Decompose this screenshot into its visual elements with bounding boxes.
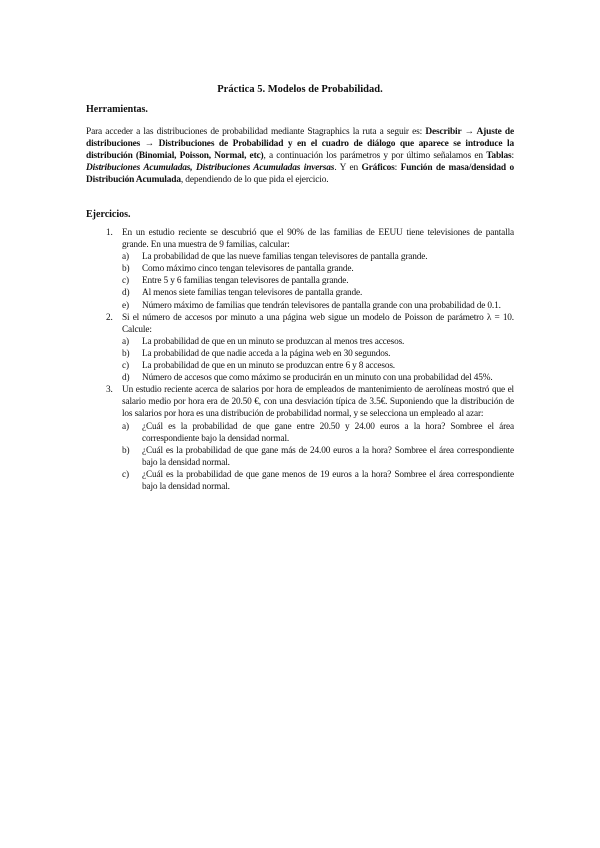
intro-text-2: , a continuación los parámetros y por último señalamos en [263, 151, 487, 162]
item-letter: a) [122, 336, 129, 347]
intro-accumulated-bold: Distribuciones Acumuladas, Distribuciones Acumuladas inversas [86, 163, 335, 174]
exercise-item [122, 275, 514, 287]
exercise-item [122, 263, 514, 275]
item-letter: c) [122, 276, 129, 287]
item-letter: d) [122, 288, 130, 299]
exercise-3 [86, 384, 514, 493]
exercise-number: 2. [106, 312, 113, 323]
exercises-heading: Ejercicios. [86, 209, 131, 220]
exercise-item [122, 421, 514, 445]
item-text: Número de accesos que como máximo se producirán en un minuto con una probabilidad del 45%. [142, 373, 493, 384]
exercise-item [122, 469, 514, 493]
item-text: La probabilidad de que nadie acceda a la página web en 30 segundos. [142, 348, 391, 359]
item-letter: b) [122, 348, 130, 359]
item-text: ¿Cuál es la probabilidad de que gane menos de 19 euros a la hora? Sombree el área correspondiente bajo la densidad normal. [142, 469, 514, 492]
exercise-statement: Un estudio reciente acerca de salarios por hora de empleados de mantenimiento de aerolíneas mostró que el salario medio por hora era de 20.50 €, con una desviación típica de 3.5€. Suponiendo que la distribución de los salarios por hora es una distribución de probabilidad normal, y se selecciona un empleado al azar: [122, 385, 514, 420]
item-text: La probabilidad de que las nueve familias tengan televisores de pantalla grande. [142, 252, 428, 263]
exercise-items [122, 421, 514, 494]
intro-function-bold: Función de masa/densidad o Distribución Acumulada [86, 163, 514, 186]
exercise-item [122, 445, 514, 469]
item-letter: b) [122, 445, 130, 456]
exercise-statement: Si el número de accesos por minuto a una página web sigue un modelo de Poisson de parámetro λ = 10. Calcule: [122, 312, 514, 335]
intro-text-6: , dependiendo de lo que pida el ejercicio. [180, 175, 329, 186]
intro-graphics-bold: Gráficos [361, 163, 395, 174]
exercise-1 [86, 227, 514, 312]
tools-heading: Herramientas. [86, 104, 148, 115]
item-text: Al menos siete familias tengan televisores de pantalla grande. [142, 288, 363, 299]
item-letter: e) [122, 300, 129, 311]
item-text: Como máximo cinco tengan televisores de pantalla grande. [142, 264, 354, 275]
intro-route-bold: Describir → Ajuste de distribuciones → Distribuciones de Probabilidad y en el cuadro de diálogo que aparece se introduce la distribución (Binomial, Poisson, Normal, etc) [86, 127, 515, 162]
exercise-item [122, 348, 514, 360]
exercise-items [122, 336, 514, 384]
item-letter: c) [122, 361, 129, 372]
item-text: Número máximo de familias que tendrán televisores de pantalla grande con una probabilidad de 0.1. [142, 300, 501, 311]
intro-text-1: Para acceder a las distribuciones de probabilidad mediante Stagraphics la ruta a seguir es: [86, 127, 426, 137]
item-text: ¿Cuál es la probabilidad de que gane entre 20.50 y 24.00 euros a la hora? Sombree el área correspondiente bajo la densidad normal. [142, 421, 514, 444]
item-letter: a) [122, 421, 129, 432]
exercise-item [122, 372, 514, 384]
exercise-item [122, 336, 514, 348]
exercise-number: 3. [106, 385, 113, 396]
exercise-statement: En un estudio reciente se descubrió que el 90% de las familias de EEUU tiene televisiones de pantalla grande. En una muestra de 9 familias, calcular: [122, 228, 514, 251]
exercise-items [122, 251, 514, 311]
exercise-item [122, 287, 514, 299]
exercise-2 [86, 312, 514, 385]
item-text: ¿Cuál es la probabilidad de que gane más de 24.00 euros a la hora? Sombree el área correspondiente bajo la densidad normal. [142, 445, 514, 468]
exercise-item [122, 251, 514, 263]
exercise-item [122, 360, 514, 372]
intro-text-3: : [511, 151, 514, 162]
intro-text-4: . Y en [334, 163, 362, 174]
item-letter: a) [122, 252, 129, 263]
exercises-list [86, 227, 514, 493]
intro-text-5: : [394, 163, 401, 174]
exercise-item [122, 300, 514, 312]
item-letter: b) [122, 264, 130, 275]
intro-paragraph [86, 126, 514, 186]
intro-tables-bold: Tablas [486, 151, 512, 162]
exercise-number: 1. [106, 228, 113, 238]
item-text: La probabilidad de que en un minuto se produzcan entre 6 y 8 accesos. [142, 361, 395, 372]
item-text: La probabilidad de que en un minuto se produzcan al menos tres accesos. [142, 336, 405, 347]
item-letter: d) [122, 373, 130, 384]
item-letter: c) [122, 469, 129, 480]
item-text: Entre 5 y 6 familias tengan televisores de pantalla grande. [142, 276, 349, 287]
document-title: Práctica 5. Modelos de Probabilidad. [217, 84, 383, 95]
